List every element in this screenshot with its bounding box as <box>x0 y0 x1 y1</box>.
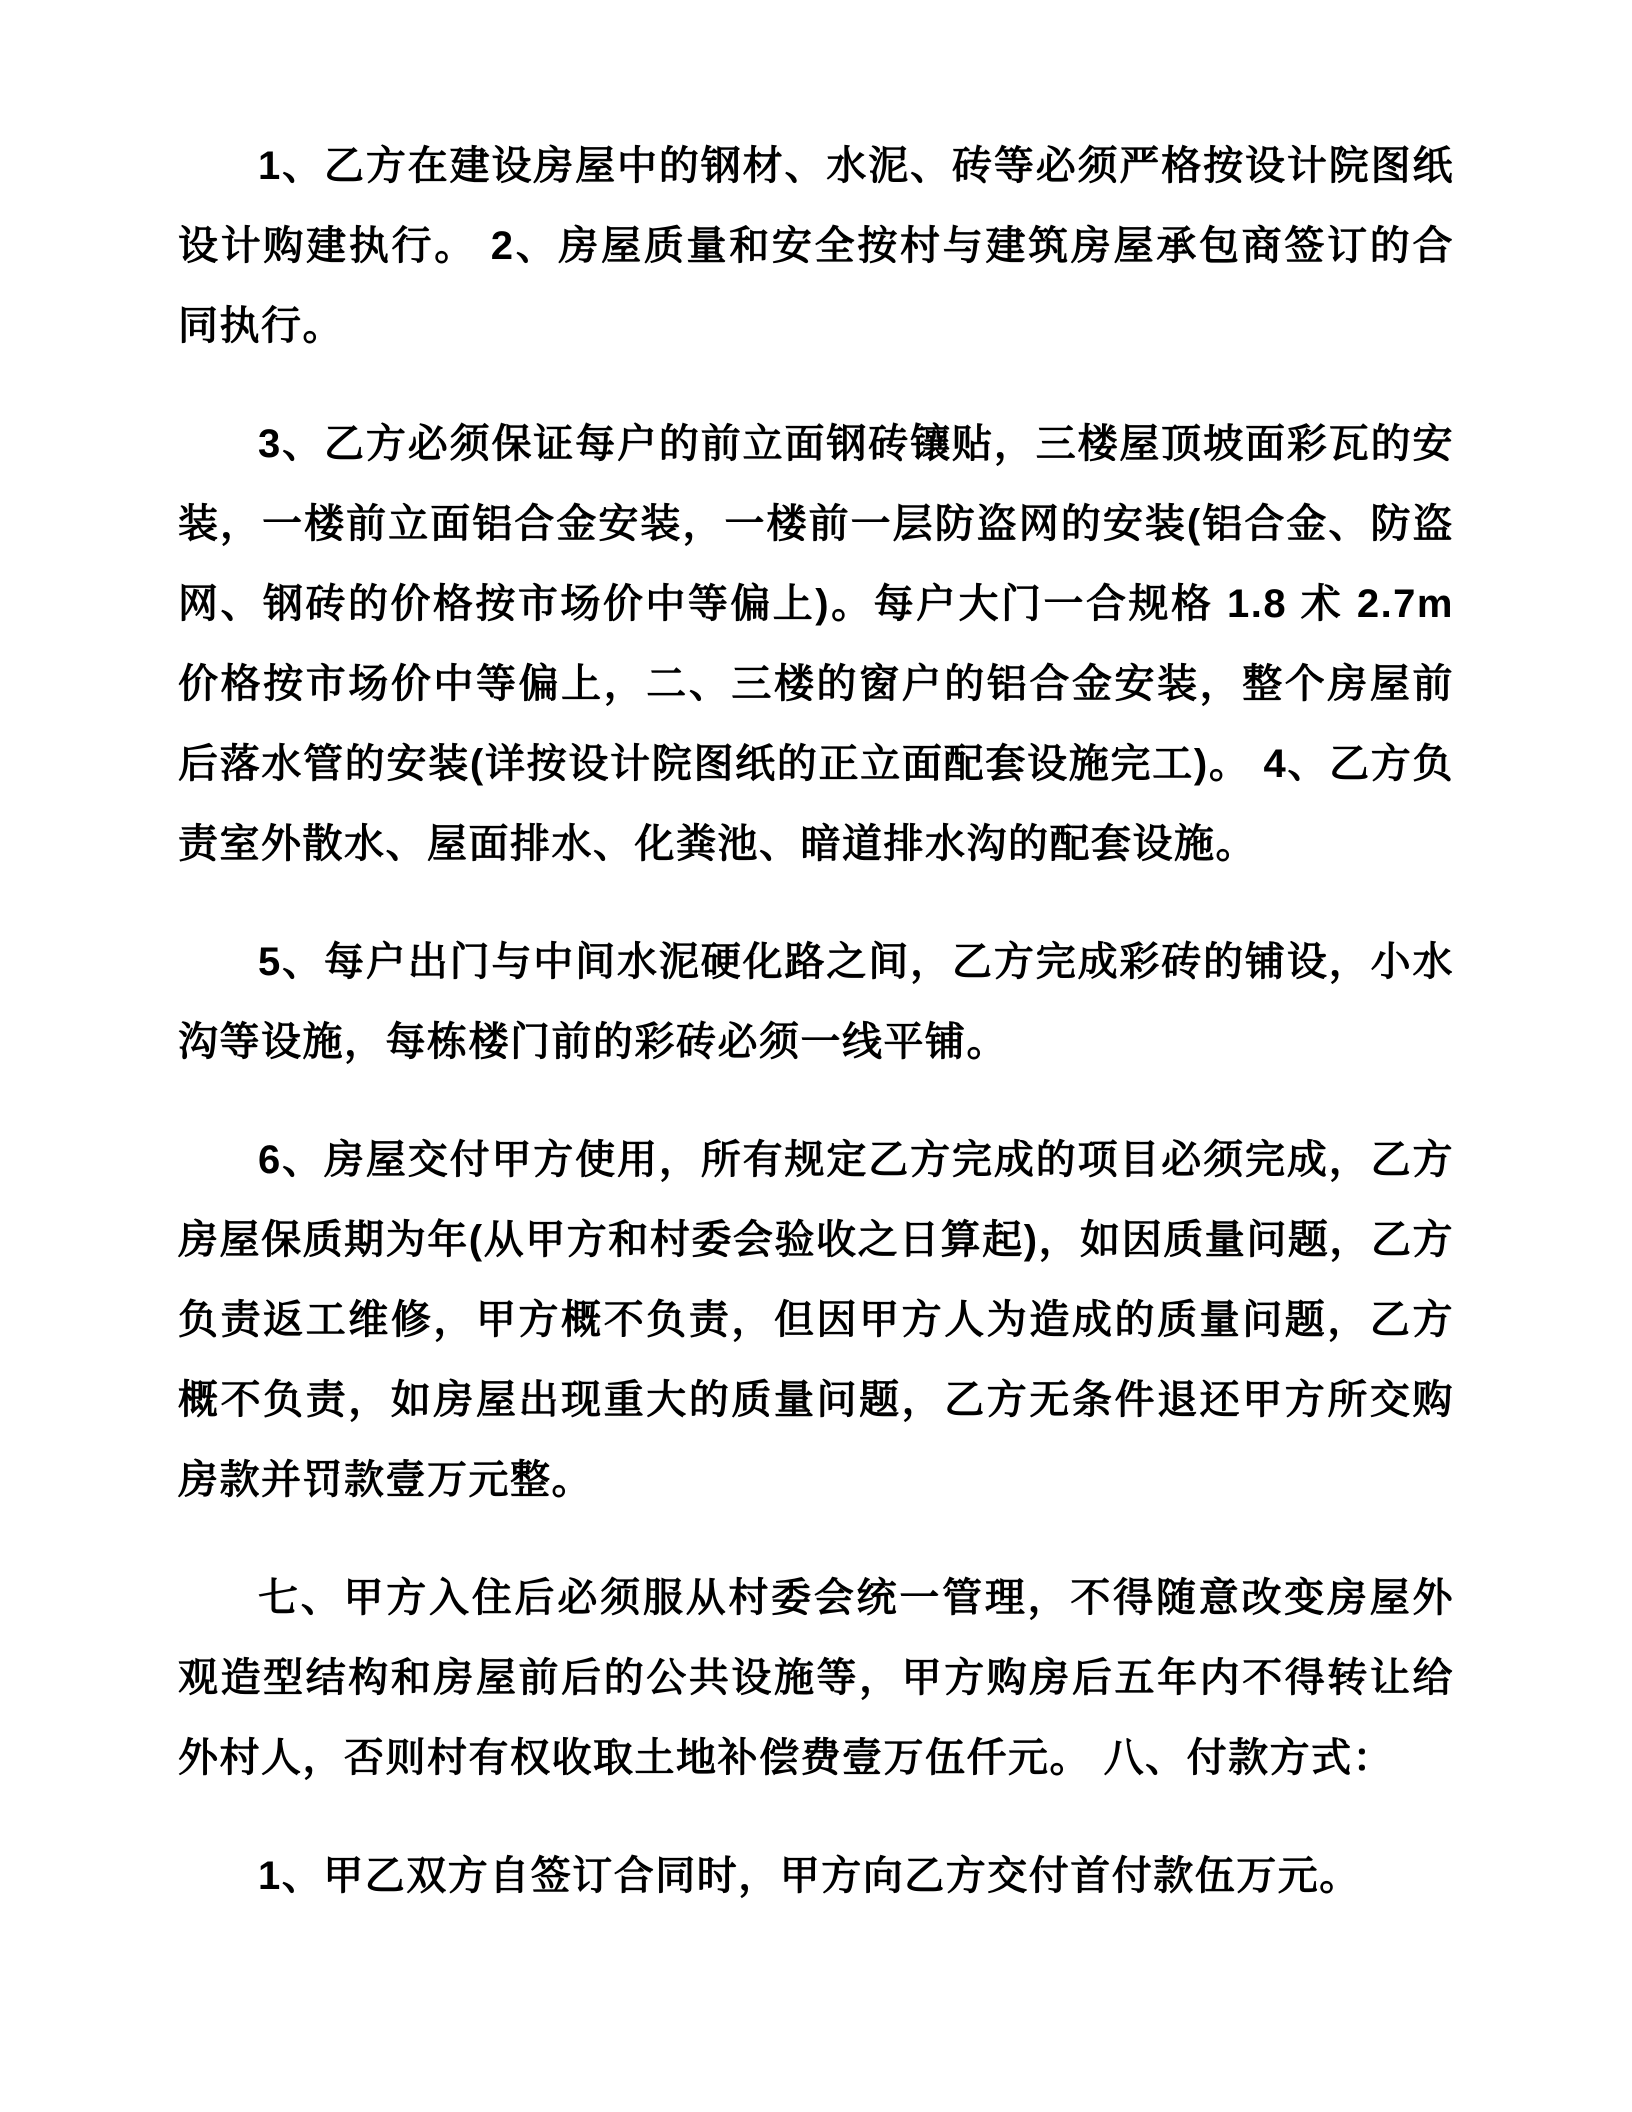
paragraph-clause-7-8: 七、甲方入住后必须服从村委会统一管理，不得随意改变房屋外观造型结构和房屋前后的公共设施等，甲方购房后五年内不得转让给外村人，否则村有权收取土地补偿费壹万伍仟元。 八、付款方式： <box>178 1576 1454 1780</box>
paragraph-clause-3-4: 3、乙方必须保证每户的前立面钢砖镶贴，三楼屋顶坡面彩瓦的安装，一楼前立面铝合金安装，一楼前一层防盗网的安装(铝合金、防盗网、钢砖的价格按市场价中等偏上)。每户大门一合规格 1.8 术 2.7m 价格按市场价中等偏上，二、三楼的窗户的铝合金安装，整个房屋前后落水管的安装(详按设计院图纸的正立面配套设施完工)。 4、乙方负责室外散水、屋面排水、化粪池、暗道排水沟的配套设施。 <box>178 422 1454 866</box>
paragraph-clause-5: 5、每户出门与中间水泥硬化路之间，乙方完成彩砖的铺设，小水沟等设施，每栋楼门前的彩砖必须一线平铺。 <box>178 940 1454 1064</box>
paragraph-clause-1-2: 1、乙方在建设房屋中的钢材、水泥、砖等必须严格按设计院图纸设计购建执行。 2、房屋质量和安全按村与建筑房屋承包商签订的合同执行。 <box>178 144 1454 348</box>
paragraph-payment-1: 1、甲乙双方自签订合同时，甲方向乙方交付首付款伍万元。 <box>258 1854 1361 1898</box>
paragraph-clause-6: 6、房屋交付甲方使用，所有规定乙方完成的项目必须完成，乙方房屋保质期为年(从甲方和村委会验收之日算起)，如因质量问题，乙方负责返工维修，甲方概不负责，但因甲方人为造成的质量问题，乙方概不负责，如房屋出现重大的质量问题，乙方无条件退还甲方所交购房款并罚款壹万元整。 <box>178 1138 1454 1502</box>
